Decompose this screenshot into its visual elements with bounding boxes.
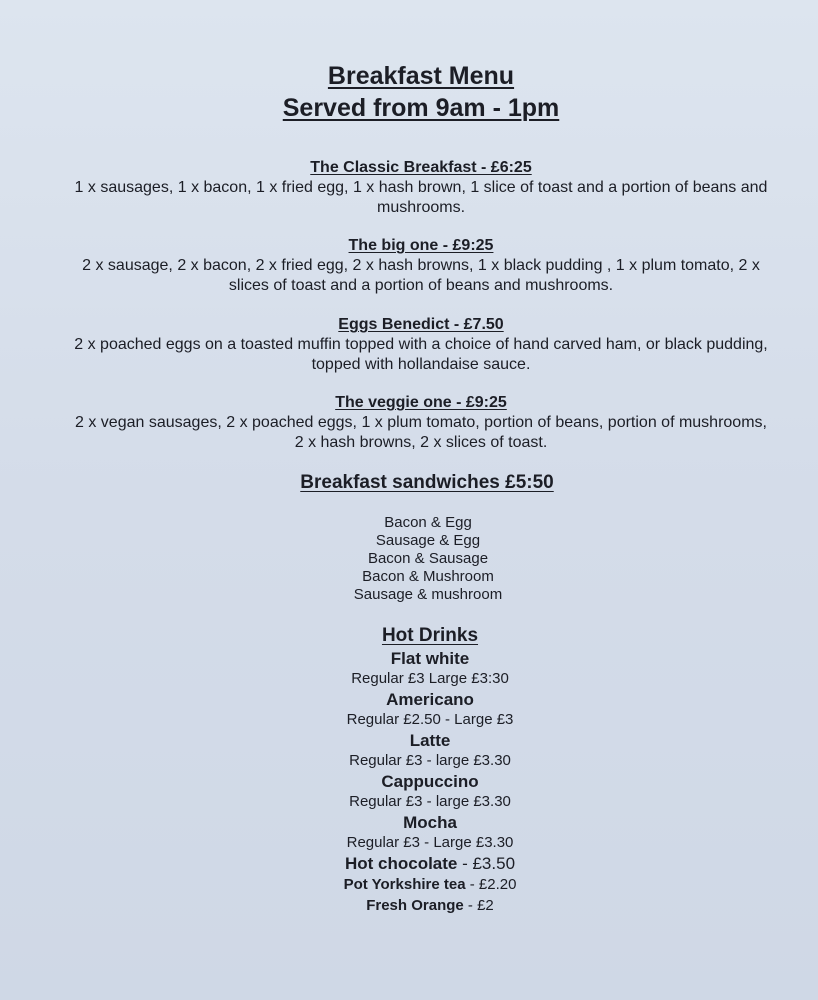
dish-name: The Classic Breakfast - £6:25: [310, 159, 532, 176]
sandwich-item: Sausage & Egg: [375, 532, 481, 549]
sandwiches-heading: Breakfast sandwiches £5:50: [300, 472, 554, 493]
drink-name: Mocha: [403, 813, 457, 832]
dish-name: Eggs Benedict - £7.50: [338, 316, 504, 333]
dish-name: The big one - £9:25: [348, 237, 494, 254]
dish-eggs-benedict: [70, 315, 772, 375]
hot-drinks-list: [0, 648, 818, 916]
sandwich-item: Bacon & Mushroom: [362, 568, 494, 585]
drink-price: Regular £3 - large £3.30: [349, 793, 511, 810]
dish-veggie-one: [70, 393, 772, 453]
drink-name: Fresh Orange: [366, 897, 464, 914]
dish-description: 2 x vegan sausages, 2 x poached eggs, 1 x plum tomato, portion of beans, portion of mushrooms, 2 x hash browns, 2 x slices of toast.: [75, 414, 767, 451]
drink-name: Hot chocolate: [344, 854, 458, 873]
menu-subtitle: Served from 9am - 1pm: [282, 94, 560, 122]
dish-name: The veggie one - £9:25: [335, 394, 507, 411]
drink-price: Regular £3 - Large £3.30: [346, 834, 514, 851]
dish-description: 2 x poached eggs on a toasted muffin topped with a choice of hand carved ham, or black pudding, topped with hollandaise sauce.: [74, 336, 768, 373]
drink-price: Regular £2.50 - Large £3: [346, 711, 514, 728]
drink-price: - £2: [463, 897, 494, 914]
drink-name: Cappuccino: [381, 772, 479, 791]
drink-name: Flat white: [390, 649, 470, 668]
drink-name: Latte: [409, 731, 451, 750]
hot-drinks-heading: Hot Drinks: [381, 625, 479, 646]
drink-price: Regular £3 - large £3.30: [349, 752, 511, 769]
drink-price: - £2.20: [465, 876, 517, 893]
sandwich-item: Bacon & Egg: [384, 514, 472, 531]
sandwich-item: Sausage & mushroom: [353, 586, 503, 603]
sandwich-list: [0, 514, 818, 604]
drink-line-yorkshire-tea: [0, 874, 818, 895]
drink-name: Pot Yorkshire tea: [343, 876, 466, 893]
drink-price: - £3.50: [457, 854, 516, 873]
drink-price: Regular £3 Large £3:30: [351, 670, 509, 687]
dish-big-one: [70, 236, 772, 296]
dish-description: 1 x sausages, 1 x bacon, 1 x fried egg, 1 x hash brown, 1 slice of toast and a portion of beans and mushrooms.: [74, 179, 768, 216]
sandwich-item: Bacon & Sausage: [367, 550, 489, 567]
drink-line-hot-chocolate: [0, 853, 818, 874]
dish-description: 2 x sausage, 2 x bacon, 2 x fried egg, 2 x hash browns, 1 x black pudding , 1 x plum tomato, 2 x slices of toast and a portion of beans and mushrooms.: [82, 257, 760, 294]
drink-line-fresh-orange: [0, 895, 818, 916]
drink-name: Americano: [386, 690, 474, 709]
dish-classic-breakfast: [70, 158, 772, 218]
menu-header: [0, 60, 818, 124]
menu-title: Breakfast Menu: [327, 62, 515, 90]
